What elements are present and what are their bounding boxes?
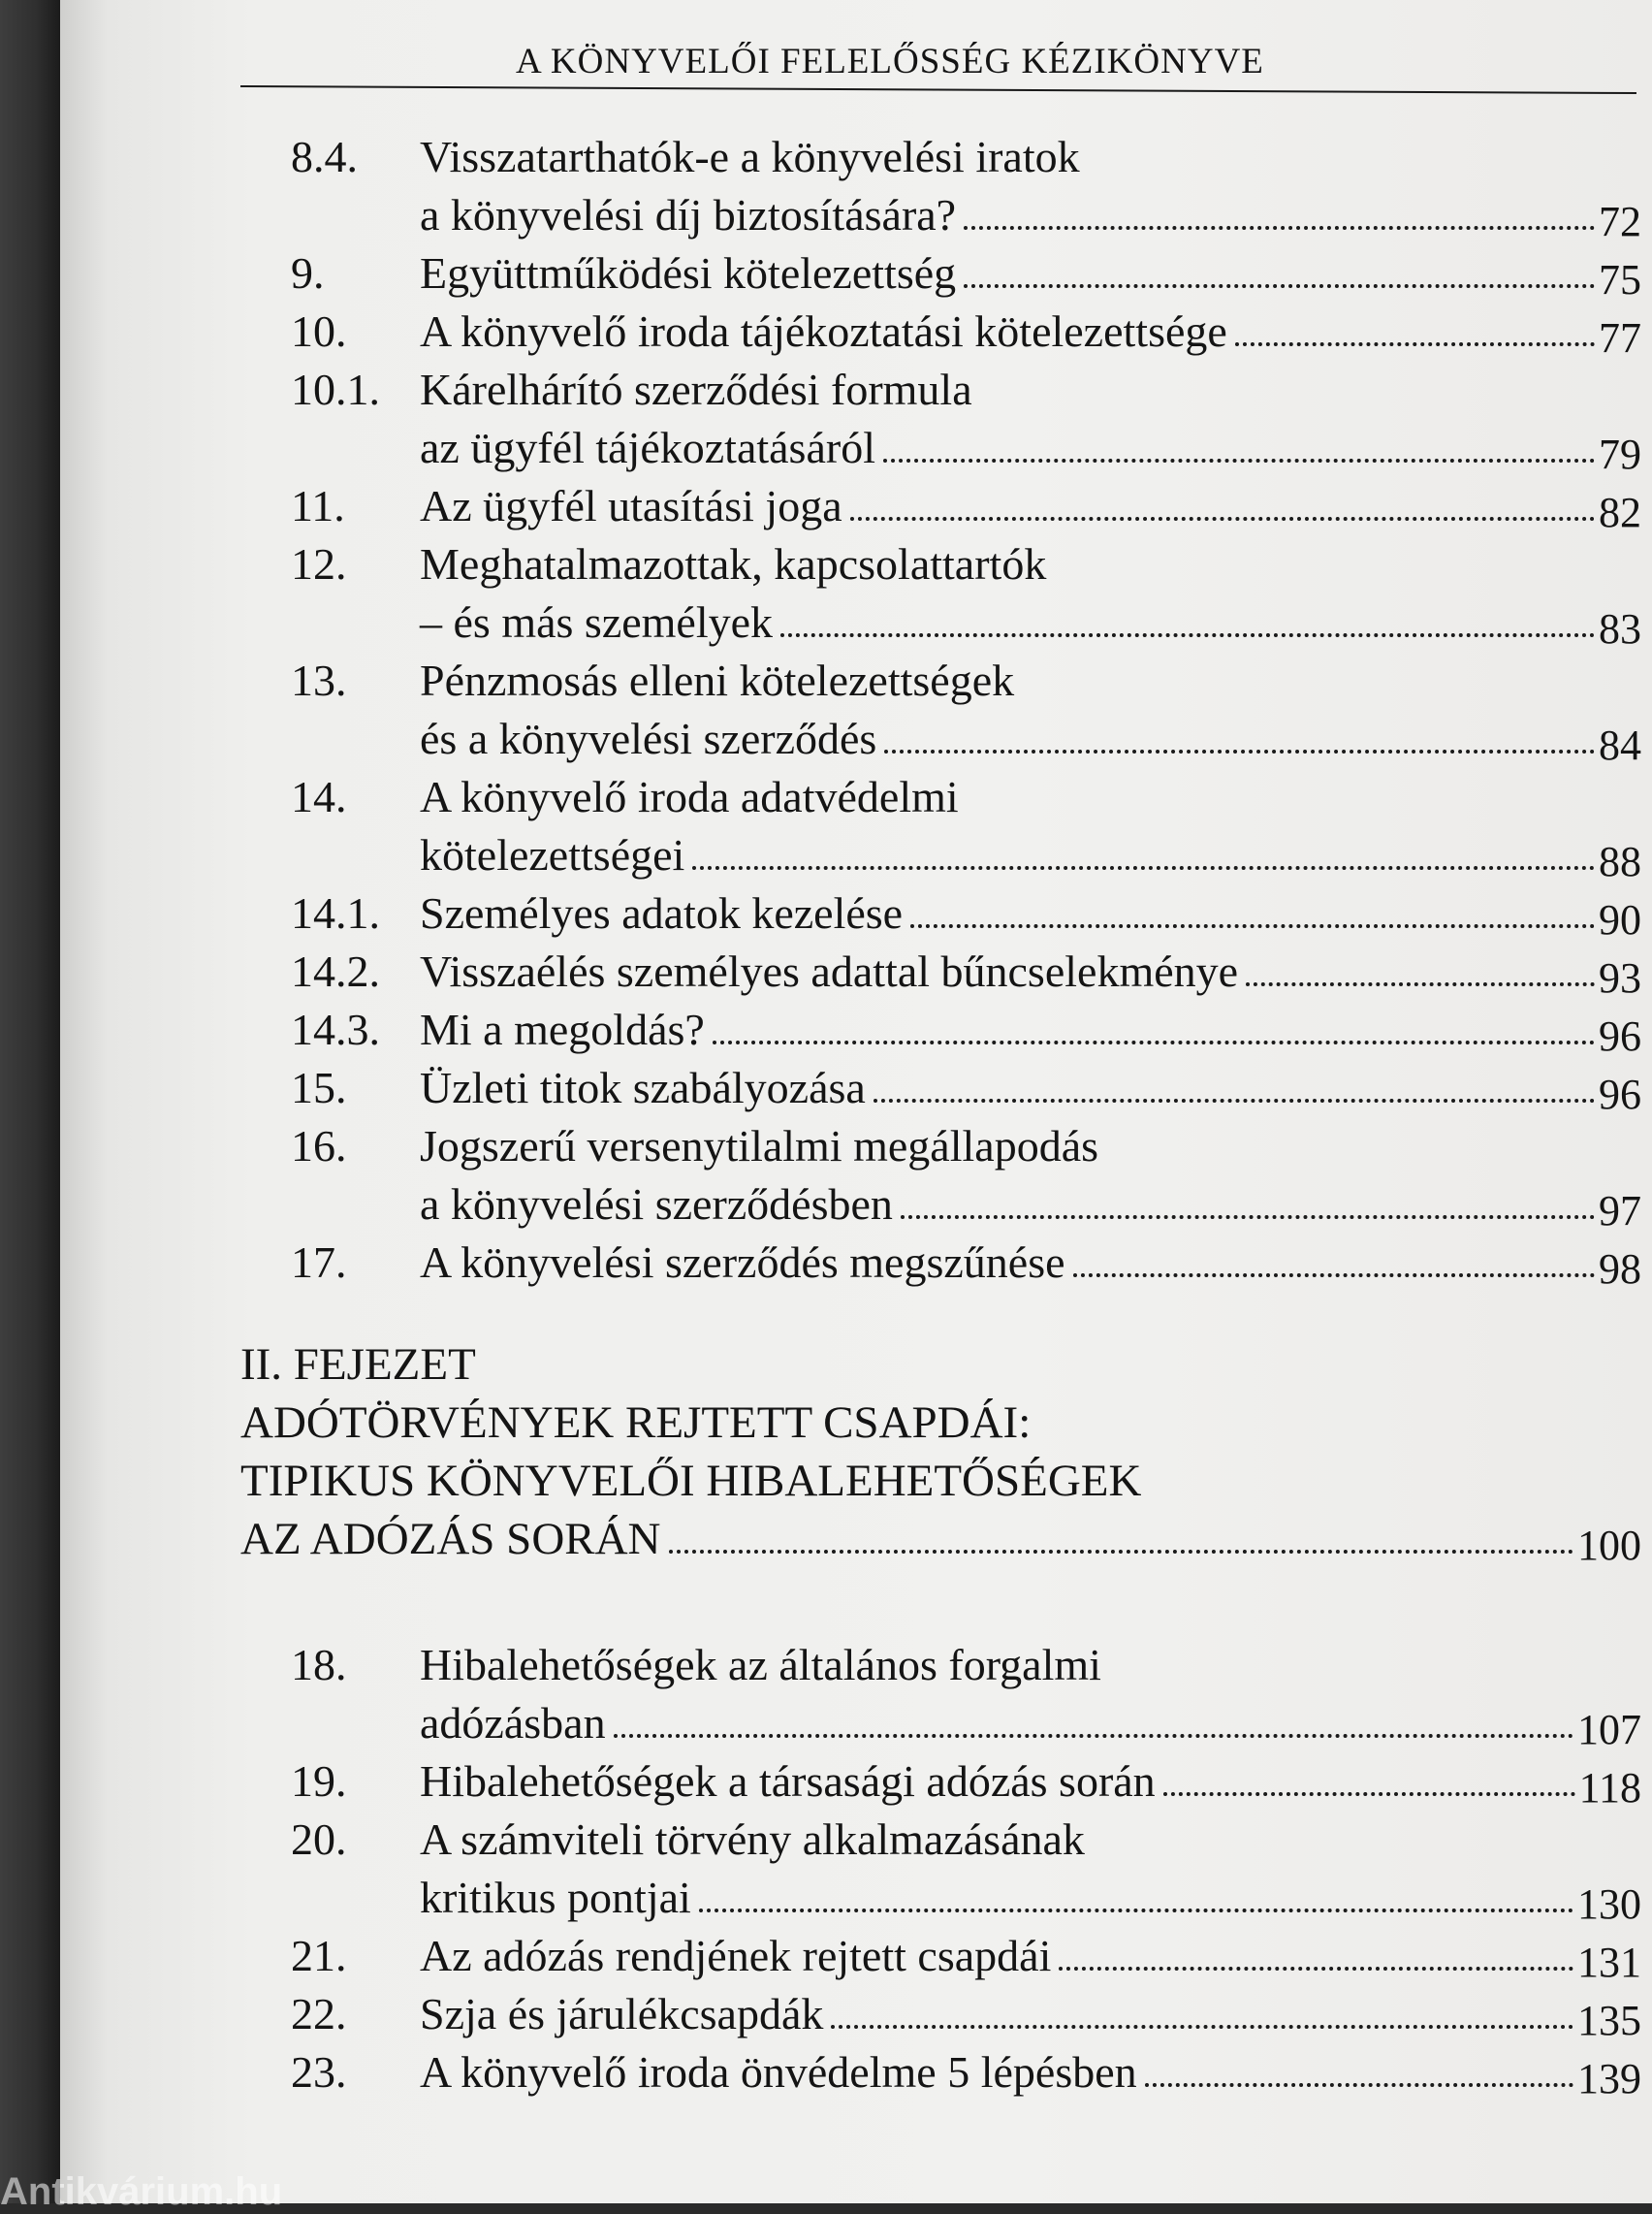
chapter-title-line: TIPIKUS KÖNYVELŐI HIBALEHETŐSÉGEK <box>240 1456 1142 1506</box>
toc-page-number: 107 <box>1577 1706 1641 1753</box>
toc-page-number: 88 <box>1599 838 1641 885</box>
toc-entry-title-line: Hibalehetőségek a társasági adózás során <box>420 1756 1156 1806</box>
toc-page-number: 97 <box>1599 1187 1641 1235</box>
toc-entry-number: 14.3. <box>291 1005 380 1054</box>
toc-entry-title-line: A könyvelő iroda tájékoztatási kötelezettsége <box>420 306 1227 356</box>
toc-page-number: 93 <box>1599 954 1641 1002</box>
dot-leader <box>964 225 1595 230</box>
toc-entry-title-line: Üzleti titok szabályozása <box>420 1063 866 1112</box>
toc-entry-number: 22. <box>291 1989 347 2038</box>
toc-entry-title-line: A számviteli törvény alkalmazásának <box>420 1814 1085 1864</box>
toc-entry-title-line: és a könyvelési szerződés <box>420 714 877 763</box>
toc-entry-number: 14.2. <box>291 947 380 996</box>
book-spine-shadow <box>0 0 60 2203</box>
toc-entry-title-line: a könyvelési díj biztosítására? <box>420 190 957 240</box>
chapter-title-line: AZ ADÓZÁS SORÁN <box>240 1514 661 1564</box>
dot-leader <box>1235 341 1595 346</box>
toc-page-number: 131 <box>1577 1939 1641 1986</box>
toc-entry-number: 9. <box>291 248 325 298</box>
toc-entry-title-line: Visszatarthatók-e a könyvelési iratok <box>420 132 1080 181</box>
dot-leader <box>850 516 1595 521</box>
toc-page-number: 82 <box>1599 489 1641 536</box>
toc-page-number: 139 <box>1577 2055 1641 2102</box>
toc-page-number: 72 <box>1599 198 1641 245</box>
dot-leader <box>699 1908 1573 1912</box>
toc-entry-number: 15. <box>291 1063 347 1112</box>
toc-entry-number: 12. <box>291 539 347 589</box>
toc-entry-title-line: Jogszerű versenytilalmi megállapodás <box>420 1121 1099 1171</box>
toc-page-number: 98 <box>1599 1245 1641 1293</box>
toc-entry-title-line: Pénzmosás elleni kötelezettségek <box>420 656 1015 705</box>
toc-entry-title-line: – és más személyek <box>420 597 774 647</box>
toc-entry-title-line: Személyes adatok kezelése <box>420 888 904 938</box>
dot-leader <box>1246 981 1595 986</box>
dot-leader <box>883 458 1595 463</box>
toc-page-number: 90 <box>1599 896 1641 944</box>
toc-entry-number: 10. <box>291 306 347 356</box>
toc-page-number: 83 <box>1599 605 1641 653</box>
dot-leader <box>669 1549 1574 1554</box>
dot-leader <box>780 632 1595 637</box>
toc-entry-number: 13. <box>291 656 347 705</box>
toc-page-number: 135 <box>1577 1997 1641 2044</box>
dot-leader <box>1145 2082 1573 2087</box>
toc-page-number: 77 <box>1599 314 1641 362</box>
toc-page-number: 100 <box>1577 1522 1641 1569</box>
toc-entry-title-line: Az adózás rendjének rejtett csapdái <box>420 1931 1052 1980</box>
toc-entry-number: 17. <box>291 1237 347 1287</box>
toc-entry-number: 20. <box>291 1814 347 1864</box>
dot-leader <box>1073 1272 1595 1277</box>
toc-page-number: 75 <box>1599 256 1641 304</box>
toc-entry-number: 18. <box>291 1640 347 1689</box>
dot-leader <box>614 1733 1573 1738</box>
chapter-label: II. FEJEZET <box>240 1339 476 1390</box>
dot-leader <box>692 865 1595 870</box>
toc-entry-number: 10.1. <box>291 365 380 414</box>
toc-entry-title-line: kötelezettségei <box>420 830 685 880</box>
toc-page-number: 96 <box>1599 1071 1641 1118</box>
toc-page-number: 130 <box>1577 1880 1641 1928</box>
toc-page-number: 96 <box>1599 1012 1641 1060</box>
dot-leader <box>831 2024 1573 2029</box>
dot-leader <box>874 1098 1595 1103</box>
dot-leader <box>910 923 1595 928</box>
toc-entry-number: 23. <box>291 2047 347 2097</box>
toc-entry-title-line: Kárelhárító szerződési formula <box>420 365 972 414</box>
toc-page-number: 84 <box>1599 722 1641 769</box>
toc-entry-number: 19. <box>291 1756 347 1806</box>
toc-entry-title-line: A könyvelési szerződés megszűnése <box>420 1237 1065 1287</box>
toc-entry-title-line: Együttműködési kötelezettség <box>420 248 957 298</box>
toc-entry-number: 16. <box>291 1121 347 1171</box>
toc-entry-title-line: Visszaélés személyes adattal bűncselekménye <box>420 947 1239 996</box>
dot-leader <box>713 1040 1595 1044</box>
chapter-title-line: ADÓTÖRVÉNYEK REJTETT CSAPDÁI: <box>240 1397 1032 1448</box>
toc-entry-number: 11. <box>291 481 345 530</box>
toc-entry-title-line: A könyvelő iroda önvédelme 5 lépésben <box>420 2047 1137 2097</box>
dot-leader <box>901 1214 1595 1219</box>
toc-page-number: 79 <box>1599 431 1641 478</box>
toc-page-number: 118 <box>1578 1764 1641 1812</box>
toc-entry-title-line: adózásban <box>420 1698 606 1748</box>
toc-entry-title-line: A könyvelő iroda adatvédelmi <box>420 772 959 821</box>
toc-entry-title-line: Meghatalmazottak, kapcsolattartók <box>420 539 1047 589</box>
toc-entry-title-line: Szja és járulékcsapdák <box>420 1989 824 2038</box>
toc-entry-title-line: kritikus pontjai <box>420 1873 691 1922</box>
toc-entry-title-line: Az ügyfél utasítási joga <box>420 481 842 530</box>
toc-entry-number: 21. <box>291 1931 347 1980</box>
toc-entry-number: 14. <box>291 772 347 821</box>
dot-leader <box>1163 1791 1575 1796</box>
header-rule <box>240 85 1636 94</box>
toc-entry-title-line: a könyvelési szerződésben <box>420 1179 893 1229</box>
running-header: A KÖNYVELŐI FELELŐSSÉG KÉZIKÖNYVE <box>516 42 1264 81</box>
chapter-heading <box>240 1335 1641 1569</box>
book-page <box>60 0 1652 2203</box>
dot-leader <box>884 749 1595 754</box>
toc-entry-number: 14.1. <box>291 888 380 938</box>
toc-entry-title-line: Mi a megoldás? <box>420 1005 705 1054</box>
watermark: Antikvárium.hu <box>0 2170 283 2213</box>
toc-entry-number: 8.4. <box>291 132 358 181</box>
dot-leader <box>1059 1966 1573 1971</box>
dot-leader <box>964 283 1595 288</box>
toc-entry-title-line: Hibalehetőségek az általános forgalmi <box>420 1640 1101 1689</box>
toc-entry-title-line: az ügyfél tájékoztatásáról <box>420 423 875 472</box>
